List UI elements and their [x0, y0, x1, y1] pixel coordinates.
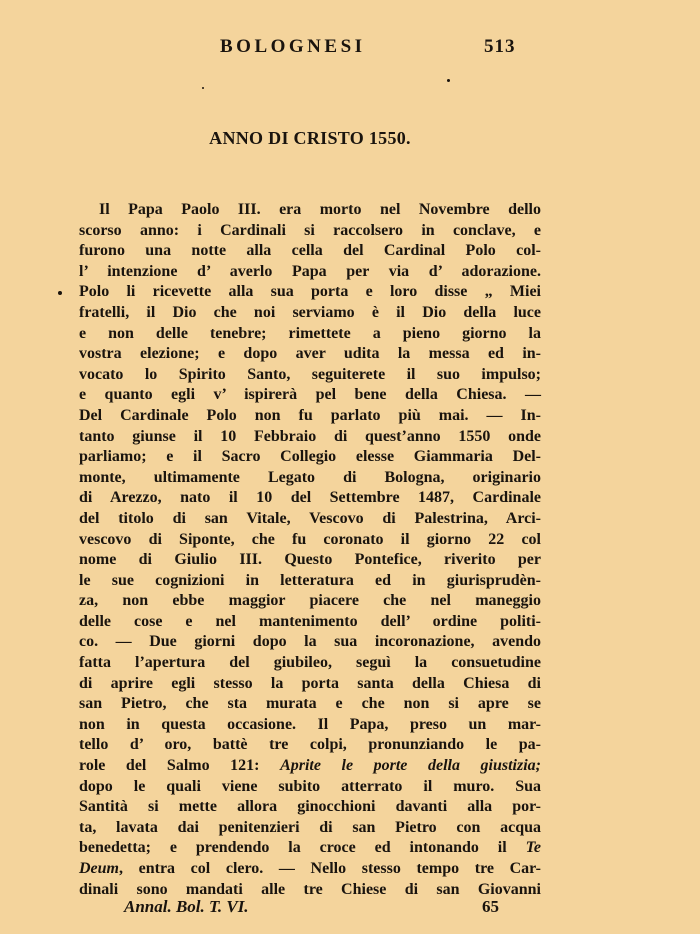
text-line: delle cose e nel mantenimento dell’ ordine politi-	[79, 612, 541, 630]
text-line: Santità si mette allora ginocchioni davanti alla por-	[79, 798, 541, 816]
text-line: vostra elezione; e dopo aver udita la messa ed in-	[79, 345, 541, 363]
text-line	[79, 756, 541, 777]
text-line: e non delle tenebre; rimettete a pieno giorno la	[79, 324, 541, 342]
text-line: dinali sono mandati alle tre Chiese di san Giovanni	[79, 880, 541, 898]
ink-speck	[202, 87, 204, 89]
text-line: scorso anno: i Cardinali si raccolsero in conclave, e	[79, 221, 541, 239]
section-heading: ANNO DI CRISTO 1550.	[209, 128, 411, 148]
italic-text-run: Te	[525, 839, 541, 857]
text-line: tello d’ oro, battè tre colpi, pronunziando le pa-	[79, 736, 541, 754]
text-line: fatta l’apertura del giubileo, seguì la consuetudine	[79, 654, 541, 672]
italic-text-run: Aprite le porte della giustizia;	[280, 757, 541, 775]
text-line: l’ intenzione d’ averlo Papa per via d’ adorazione.	[79, 262, 541, 280]
signature-mark: Annal. Bol. T. VI.	[124, 897, 249, 916]
text-line	[79, 838, 541, 859]
text-line: Polo li ricevette alla sua porta e loro disse „ Miei	[79, 283, 541, 301]
text-line: parliamo; e il Sacro Collegio elesse Giammaria Del-	[79, 448, 541, 466]
text-line: Il Papa Paolo III. era morto nel Novembre dello	[99, 201, 541, 218]
text-line: furono una notte alla cella del Cardinal Polo col-	[79, 242, 541, 260]
text-run: benedetta; e prendendo la croce ed intonando il	[79, 839, 526, 857]
text-run: , entra col clero. — Nello stesso tempo tre Car-	[119, 860, 541, 877]
text-line	[79, 859, 541, 880]
running-title: BOLOGNESI	[220, 36, 366, 57]
text-line: le sue cognizioni in letteratura ed in giurisprudèn-	[79, 571, 541, 589]
margin-ink-speck	[58, 291, 62, 295]
text-line: tanto giunse il 10 Febbraio di quest’anno 1550 onde	[79, 427, 541, 445]
text-line: di aprire egli stesso la porta santa della Chiesa di	[79, 674, 541, 692]
running-head	[0, 34, 700, 60]
text-line: dopo le quali viene subito atterrato il muro. Sua	[79, 777, 541, 795]
text-line: san Pietro, che sta murata e che non si apre se	[79, 695, 541, 713]
text-line: co. — Due giorni dopo la sua incoronazione, avendo	[79, 633, 541, 651]
body-paragraph	[79, 200, 541, 900]
text-line: nome di Giulio III. Questo Pontefice, riverito per	[79, 551, 541, 569]
page-footer	[0, 897, 700, 921]
text-line: fratelli, il Dio che noi serviamo è il Dio della luce	[79, 303, 541, 321]
text-line: monte, ultimamente Legato di Bologna, originario	[79, 468, 541, 486]
text-line: di Arezzo, nato il 10 del Settembre 1487, Cardinale	[79, 489, 541, 507]
text-run: role del Salmo 121:	[79, 757, 281, 775]
text-line: e quanto egli v’ ispirerà pel bene della Chiesa. —	[79, 386, 541, 404]
text-line: za, non ebbe maggior piacere che nel maneggio	[79, 592, 541, 610]
ink-speck	[447, 79, 450, 82]
text-line: del titolo di san Vitale, Vescovo di Palestrina, Arci-	[79, 509, 541, 527]
text-line: Del Cardinale Polo non fu parlato più mai. — In-	[79, 406, 541, 424]
italic-text-run: Deum	[79, 860, 119, 877]
text-line: ta, lavata dai penitenzieri di san Pietro con acqua	[79, 818, 541, 836]
sheet-number: 65	[482, 897, 499, 916]
text-line: non in questa occasione. Il Papa, preso un mar-	[79, 715, 541, 733]
text-line: vocato lo Spirito Santo, seguiterete il suo impulso;	[79, 365, 541, 383]
text-line: vescovo di Siponte, che fu coronato il giorno 22 col	[79, 530, 541, 548]
page-number: 513	[484, 36, 516, 57]
